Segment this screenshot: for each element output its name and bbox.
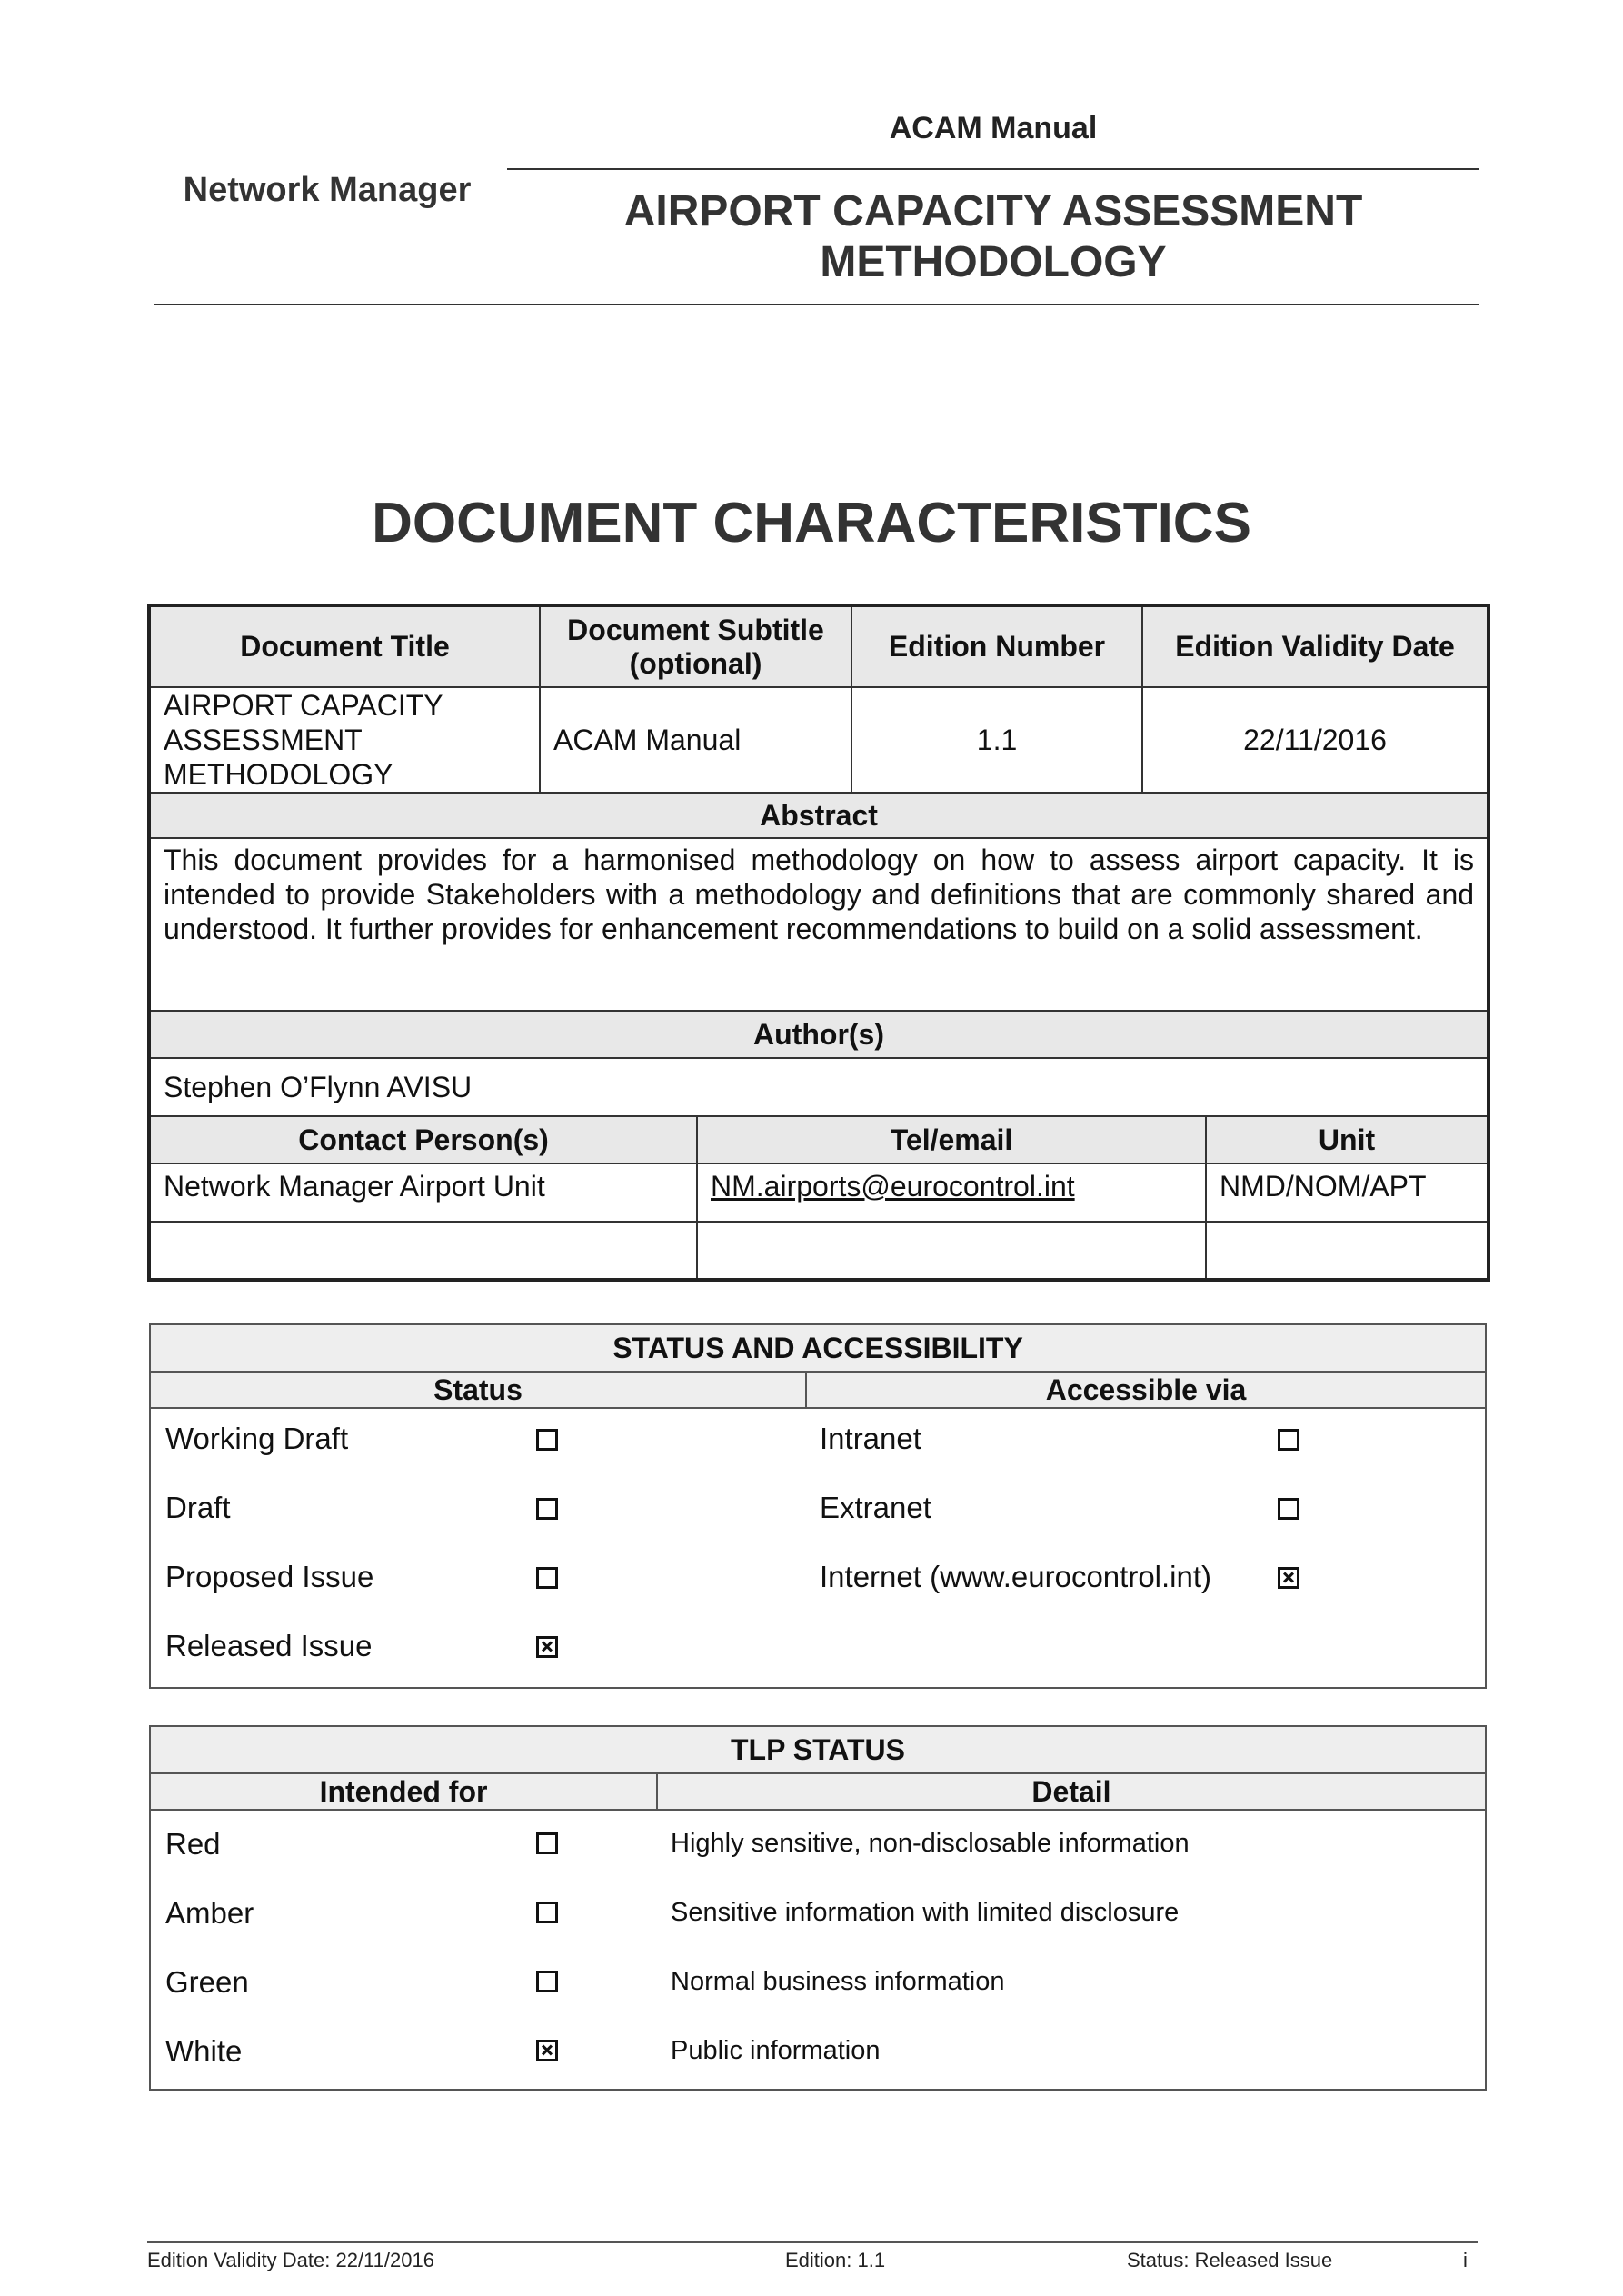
access-internet-label: Internet (www.eurocontrol.int) [820, 1560, 1212, 1593]
contact-person-value: Network Manager Airport Unit [149, 1163, 697, 1222]
header-divider [507, 168, 1479, 170]
status-accessibility-box [149, 1323, 1487, 1689]
status-released-issue-label: Released Issue [165, 1629, 373, 1662]
document-title-value: AIRPORT CAPACITY ASSESSMENT METHODOLOGY [149, 687, 540, 793]
authors-label: Author(s) [149, 1011, 1489, 1058]
empty-unit-cell [1206, 1222, 1489, 1280]
edition-validity-value: 22/11/2016 [1142, 687, 1489, 793]
tlp-status-title: TLP STATUS [151, 1727, 1485, 1774]
accessible-via-column-label: Accessible via [805, 1373, 1485, 1409]
title-line-2: METHODOLOGY [820, 238, 1167, 286]
document-subtitle-value: ACAM Manual [540, 687, 851, 793]
organization-name: Network Manager [183, 171, 472, 209]
tlp-white-label: White [165, 2034, 243, 2068]
status-working-draft-label: Working Draft [165, 1422, 349, 1455]
tlp-white-detail: Public information [671, 2036, 881, 2065]
document-header-title [507, 186, 1479, 288]
intended-for-column-label: Intended for [151, 1774, 656, 1811]
status-draft-checkbox[interactable] [536, 1498, 558, 1520]
footer-edition: Edition: 1.1 [785, 2249, 886, 2271]
tlp-white-checkbox[interactable] [536, 2040, 558, 2061]
tlp-amber-checkbox[interactable] [536, 1902, 558, 1923]
tlp-status-box [149, 1725, 1487, 2091]
tlp-amber-label: Amber [165, 1896, 254, 1930]
col-edition-number: Edition Number [851, 605, 1142, 687]
tlp-green-label: Green [165, 1965, 249, 1999]
tlp-green-checkbox[interactable] [536, 1971, 558, 1992]
footer-page-number: i [1463, 2249, 1468, 2271]
tlp-red-checkbox[interactable] [536, 1832, 558, 1854]
tel-email-label: Tel/email [697, 1116, 1206, 1163]
authors-value: Stephen O’Flynn AVISU [149, 1058, 1489, 1116]
unit-label: Unit [1206, 1116, 1489, 1163]
footer-divider [147, 2241, 1478, 2243]
status-proposed-issue-label: Proposed Issue [165, 1560, 374, 1593]
contact-email-link[interactable]: NM.airports@eurocontrol.int [711, 1170, 1075, 1203]
access-extranet-label: Extranet [820, 1491, 931, 1524]
status-working-draft-checkbox[interactable] [536, 1429, 558, 1451]
edition-number-value: 1.1 [851, 687, 1142, 793]
header-bottom-divider [154, 304, 1479, 305]
tlp-green-detail: Normal business information [671, 1967, 1005, 1996]
col-document-title: Document Title [149, 605, 540, 687]
unit-value: NMD/NOM/APT [1206, 1163, 1489, 1222]
status-draft-label: Draft [165, 1491, 231, 1524]
status-column-label: Status [151, 1373, 805, 1409]
access-intranet-label: Intranet [820, 1422, 921, 1455]
col-edition-validity-date: Edition Validity Date [1142, 605, 1489, 687]
contact-person-label: Contact Person(s) [149, 1116, 697, 1163]
tlp-red-detail: Highly sensitive, non-disclosable information [671, 1829, 1190, 1858]
status-released-issue-checkbox[interactable] [536, 1636, 558, 1658]
access-internet-checkbox[interactable] [1278, 1567, 1299, 1589]
status-accessibility-title: STATUS AND ACCESSIBILITY [151, 1325, 1485, 1373]
abstract-text: This document provides for a harmonised methodology on how to assess airport capacity. It is intended to provide Stakeholders with a methodology and definitions that are commonly shared and understood. It further provides for enhancement recommendations to build on a solid assessment. [149, 838, 1489, 1011]
empty-tel-cell [697, 1222, 1206, 1280]
footer-validity-date: Edition Validity Date: 22/11/2016 [147, 2249, 434, 2271]
detail-column-label: Detail [656, 1774, 1485, 1811]
document-characteristics-table [147, 604, 1490, 1282]
abstract-label: Abstract [149, 793, 1489, 838]
col-document-subtitle: Document Subtitle (optional) [540, 605, 851, 687]
tlp-red-label: Red [165, 1827, 221, 1861]
status-proposed-issue-checkbox[interactable] [536, 1567, 558, 1589]
access-intranet-checkbox[interactable] [1278, 1429, 1299, 1451]
footer-status: Status: Released Issue [1127, 2249, 1333, 2271]
title-line-1: AIRPORT CAPACITY ASSESSMENT [623, 187, 1363, 235]
page-title: DOCUMENT CHARACTERISTICS [372, 492, 1251, 554]
tlp-amber-detail: Sensitive information with limited disclosure [671, 1898, 1180, 1927]
manual-name: ACAM Manual [889, 111, 1098, 145]
access-extranet-checkbox[interactable] [1278, 1498, 1299, 1520]
empty-contact-cell [149, 1222, 697, 1280]
